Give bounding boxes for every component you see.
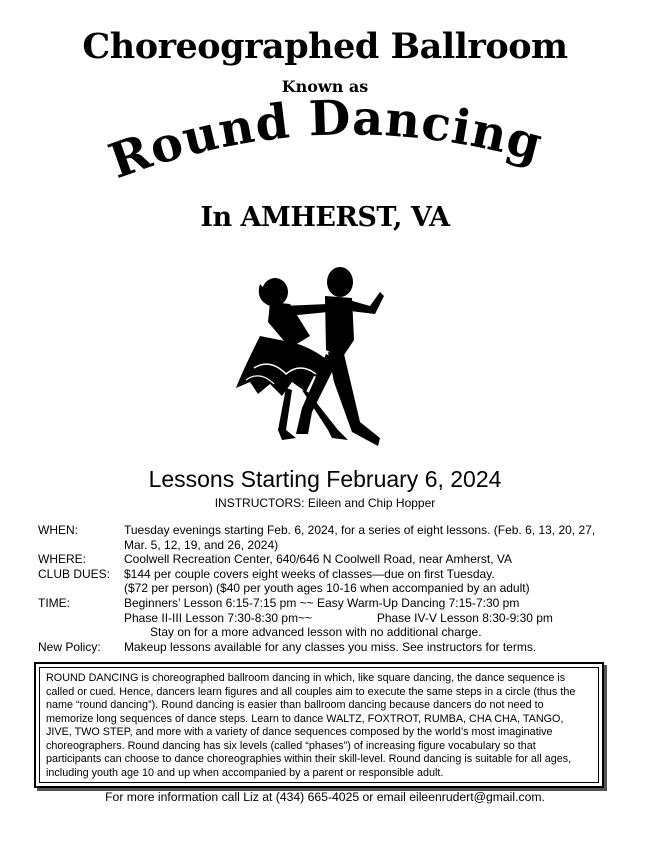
subtitle: Known as (281, 77, 369, 96)
time-line-2-part-a: Phase II-III Lesson 7:30-8:30 pm~~ (124, 610, 313, 625)
details-section (38, 523, 618, 654)
policy-value: Makeup lessons available for any classes you miss. See instructors for terms. (124, 639, 537, 654)
policy-row (38, 640, 618, 655)
when-value: Tuesday evenings starting Feb. 6, 2024, for a series of eight lessons. (Feb. 6, 13, 20, 27, Mar. 5, 12, 19, and 26, 2024) (124, 523, 596, 552)
description-box (34, 662, 604, 788)
time-label: TIME: (38, 595, 70, 610)
time-line-1: Beginners’ Lesson 6:15-7:15 pm ~~ Easy Warm-Up Dancing 7:15-7:30 pm (124, 595, 520, 610)
where-row (38, 552, 618, 567)
instructors-line: INSTRUCTORS: Eileen and Chip Hopper (214, 496, 436, 510)
lessons-headline: Lessons Starting February 6, 2024 (148, 466, 502, 492)
club-dues-label: CLUB DUES: (38, 566, 111, 581)
where-value: Coolwell Recreation Center, 640/646 N Coolwell Road, near Amherst, VA (124, 552, 512, 567)
club-dues-row (38, 567, 618, 596)
club-dues-line-1: $144 per couple covers eight weeks of classes—due on first Tuesday. (124, 566, 495, 581)
policy-label: New Policy: (38, 639, 101, 654)
contact-footer: For more information call Liz at (434) 665-4025 or email eileenrudert@gmail.com. (105, 790, 545, 804)
page-title: Choreographed Ballroom (82, 26, 568, 67)
round-dancing-arc-title (60, 95, 600, 205)
arc-text: Round Dancing (102, 95, 549, 190)
location-heading: In AMHERST, VA (200, 202, 450, 233)
time-line-2 (124, 611, 618, 626)
description-text: ROUND DANCING is choreographed ballroom dancing in which, like square dancing, the dance sequence is called or cued. Hence, dancers learn figures and all couples aim to execute the same steps in a circle (thus the name “round dancing”). Round dancing is easier than ballroom dancing because dancers do not need to memorize long sequences of dance steps. Learn to dance WALTZ, FOXTROT, RUMBA, CHA CHA, TANGO, JIVE, TWO STEP, and more with a variety of dance sequences composed by the world’s most imaginative choreographers. Round dancing has six levels (called “phases”) of increasing figure vocabulary so that participants can choose to dance choreographies within their skill-level. Round dancing is suitable for all ages, including youth age 10 and up when accompanied by a parent or responsible adult. (39, 667, 599, 783)
club-dues-line-2: ($72 per person) ($40 per youth ages 10-16 when accompanied by an adult) (124, 581, 530, 596)
when-row (38, 523, 618, 552)
svg-text:Round Dancing (102, 95, 548, 190)
time-line-2-part-b: Phase IV-V Lesson 8:30-9:30 pm (376, 610, 553, 625)
ballroom-dancers-icon (230, 262, 400, 450)
when-label: WHEN: (38, 523, 78, 537)
time-line-3: Stay on for a more advanced lesson with no additional charge. (150, 625, 482, 640)
where-label: WHERE: (38, 552, 86, 567)
time-row (38, 596, 618, 640)
